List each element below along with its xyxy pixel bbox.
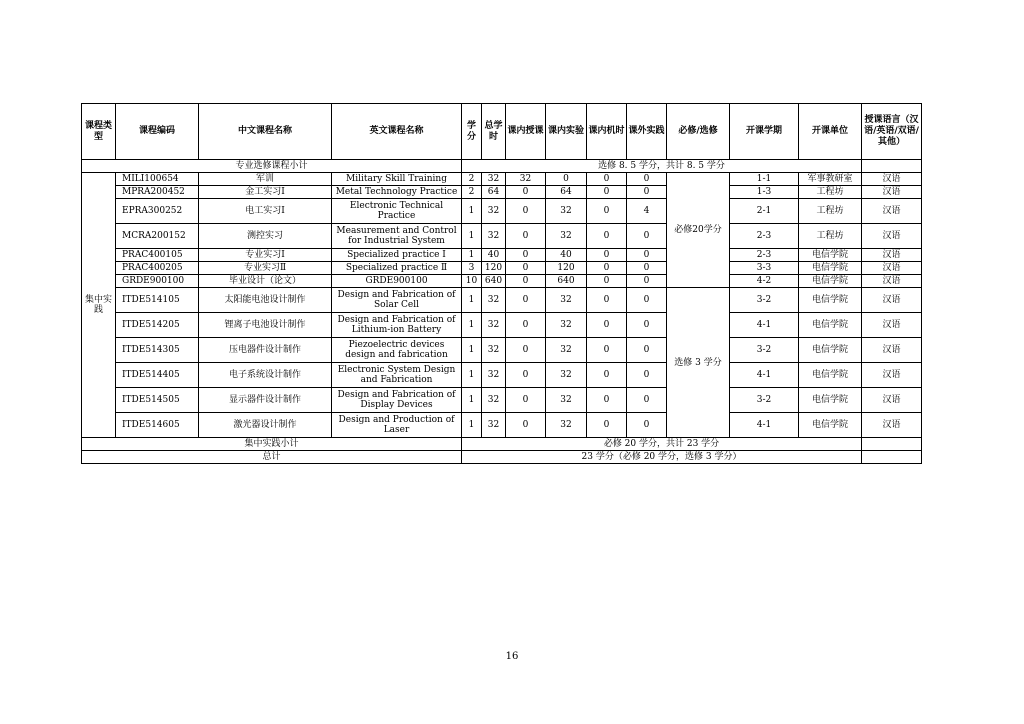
course-machine: 0 bbox=[587, 249, 627, 262]
course-term: 4-2 bbox=[730, 275, 799, 288]
course-code: MPRA200452 bbox=[116, 186, 199, 199]
course-lab: 32 bbox=[546, 288, 587, 313]
empty-cell bbox=[862, 451, 922, 464]
course-machine: 0 bbox=[587, 186, 627, 199]
course-hours: 32 bbox=[482, 173, 506, 186]
course-en-name: Specialized practice Ⅰ bbox=[332, 249, 462, 262]
header-credit: 学分 bbox=[462, 104, 482, 160]
course-unit: 电信学院 bbox=[799, 262, 862, 275]
practice-subtotal-row-label: 集中实践小计 bbox=[82, 438, 462, 451]
grand-total-row-label: 总计 bbox=[82, 451, 462, 464]
course-lecture: 0 bbox=[506, 313, 546, 338]
course-credit: 1 bbox=[462, 199, 482, 224]
course-lab: 40 bbox=[546, 249, 587, 262]
course-code: ITDE514305 bbox=[116, 338, 199, 363]
course-lecture: 0 bbox=[506, 275, 546, 288]
course-lecture: 0 bbox=[506, 413, 546, 438]
course-unit: 军事教研室 bbox=[799, 173, 862, 186]
course-en-name: Measurement and Control for Industrial System bbox=[332, 224, 462, 249]
course-en-name: Design and Fabrication of Solar Cell bbox=[332, 288, 462, 313]
group-type-cell: 集中实践 bbox=[82, 173, 116, 438]
course-unit: 工程坊 bbox=[799, 186, 862, 199]
course-credit: 1 bbox=[462, 363, 482, 388]
course-unit: 电信学院 bbox=[799, 413, 862, 438]
course-lecture: 0 bbox=[506, 363, 546, 388]
course-code: ITDE514405 bbox=[116, 363, 199, 388]
course-term: 2-1 bbox=[730, 199, 799, 224]
practice-subtotal-row bbox=[82, 438, 922, 451]
course-cn-name: 显示器件设计制作 bbox=[199, 388, 332, 413]
course-term: 4-1 bbox=[730, 413, 799, 438]
course-machine: 0 bbox=[587, 363, 627, 388]
grand-total-row bbox=[82, 451, 922, 464]
course-lang: 汉语 bbox=[862, 199, 922, 224]
table-row bbox=[82, 199, 922, 224]
course-lang: 汉语 bbox=[862, 262, 922, 275]
course-en-name: Electronic Technical Practice bbox=[332, 199, 462, 224]
header-cn-name: 中文课程名称 bbox=[199, 104, 332, 160]
course-cn-name: 激光器设计制作 bbox=[199, 413, 332, 438]
course-lab: 32 bbox=[546, 224, 587, 249]
course-en-name: Electronic System Design and Fabrication bbox=[332, 363, 462, 388]
course-cn-name: 毕业设计（论文） bbox=[199, 275, 332, 288]
course-lang: 汉语 bbox=[862, 275, 922, 288]
grand-total-row-value: 23 学分（必修 20 学分，选修 3 学分） bbox=[462, 451, 862, 464]
course-machine: 0 bbox=[587, 413, 627, 438]
course-en-name: Military Skill Training bbox=[332, 173, 462, 186]
course-machine: 0 bbox=[587, 262, 627, 275]
course-code: GRDE900100 bbox=[116, 275, 199, 288]
table-row bbox=[82, 288, 922, 313]
course-machine: 0 bbox=[587, 224, 627, 249]
course-lab: 32 bbox=[546, 338, 587, 363]
course-code: PRAC400205 bbox=[116, 262, 199, 275]
course-extra: 0 bbox=[627, 275, 667, 288]
table-row bbox=[82, 275, 922, 288]
course-lab: 0 bbox=[546, 173, 587, 186]
course-machine: 0 bbox=[587, 338, 627, 363]
course-lang: 汉语 bbox=[862, 313, 922, 338]
course-term: 3-3 bbox=[730, 262, 799, 275]
course-hours: 32 bbox=[482, 224, 506, 249]
course-code: ITDE514105 bbox=[116, 288, 199, 313]
course-credit: 1 bbox=[462, 388, 482, 413]
course-cn-name: 压电器件设计制作 bbox=[199, 338, 332, 363]
course-en-name: Design and Production of Laser bbox=[332, 413, 462, 438]
course-en-name: Metal Technology Practice bbox=[332, 186, 462, 199]
course-hours: 32 bbox=[482, 338, 506, 363]
header-lecture: 课内授课 bbox=[506, 104, 546, 160]
header-machine: 课内机时 bbox=[587, 104, 627, 160]
header-hours: 总学时 bbox=[482, 104, 506, 160]
table-row bbox=[82, 224, 922, 249]
course-extra: 0 bbox=[627, 388, 667, 413]
course-term: 3-2 bbox=[730, 288, 799, 313]
course-unit: 电信学院 bbox=[799, 338, 862, 363]
elective-subtotal-label: 专业选修课程小计 bbox=[82, 160, 462, 173]
course-lab: 120 bbox=[546, 262, 587, 275]
course-hours: 640 bbox=[482, 275, 506, 288]
course-term: 2-3 bbox=[730, 224, 799, 249]
course-lecture: 0 bbox=[506, 288, 546, 313]
course-extra: 0 bbox=[627, 262, 667, 275]
course-term: 3-2 bbox=[730, 388, 799, 413]
course-lang: 汉语 bbox=[862, 288, 922, 313]
course-code: ITDE514205 bbox=[116, 313, 199, 338]
course-unit: 电信学院 bbox=[799, 388, 862, 413]
course-cn-name: 锂离子电池设计制作 bbox=[199, 313, 332, 338]
course-machine: 0 bbox=[587, 388, 627, 413]
course-credit: 1 bbox=[462, 288, 482, 313]
course-code: EPRA300252 bbox=[116, 199, 199, 224]
course-credit: 2 bbox=[462, 186, 482, 199]
header-req: 必修/选修 bbox=[667, 104, 730, 160]
course-unit: 电信学院 bbox=[799, 275, 862, 288]
course-lecture: 0 bbox=[506, 262, 546, 275]
table-row bbox=[82, 313, 922, 338]
course-lang: 汉语 bbox=[862, 388, 922, 413]
course-cn-name: 专业实习Ⅱ bbox=[199, 262, 332, 275]
course-machine: 0 bbox=[587, 288, 627, 313]
header-en-name: 英文课程名称 bbox=[332, 104, 462, 160]
course-lang: 汉语 bbox=[862, 249, 922, 262]
course-unit: 电信学院 bbox=[799, 313, 862, 338]
course-lecture: 0 bbox=[506, 199, 546, 224]
curriculum-table bbox=[81, 103, 922, 464]
table-row bbox=[82, 363, 922, 388]
course-cn-name: 金工实习Ⅰ bbox=[199, 186, 332, 199]
elective-subtotal-row bbox=[82, 160, 922, 173]
course-lecture: 0 bbox=[506, 338, 546, 363]
course-lang: 汉语 bbox=[862, 173, 922, 186]
empty-cell bbox=[862, 160, 922, 173]
course-en-name: Specialized practice Ⅱ bbox=[332, 262, 462, 275]
course-machine: 0 bbox=[587, 199, 627, 224]
course-lab: 32 bbox=[546, 363, 587, 388]
course-machine: 0 bbox=[587, 173, 627, 186]
course-hours: 40 bbox=[482, 249, 506, 262]
course-lab: 640 bbox=[546, 275, 587, 288]
course-extra: 0 bbox=[627, 224, 667, 249]
course-cn-name: 军训 bbox=[199, 173, 332, 186]
course-term: 1-3 bbox=[730, 186, 799, 199]
course-hours: 32 bbox=[482, 363, 506, 388]
course-code: MCRA200152 bbox=[116, 224, 199, 249]
course-term: 1-1 bbox=[730, 173, 799, 186]
course-credit: 1 bbox=[462, 338, 482, 363]
course-lecture: 0 bbox=[506, 388, 546, 413]
course-hours: 64 bbox=[482, 186, 506, 199]
course-code: ITDE514605 bbox=[116, 413, 199, 438]
course-term: 3-2 bbox=[730, 338, 799, 363]
course-machine: 0 bbox=[587, 313, 627, 338]
table-row bbox=[82, 338, 922, 363]
course-unit: 电信学院 bbox=[799, 363, 862, 388]
course-credit: 10 bbox=[462, 275, 482, 288]
course-extra: 0 bbox=[627, 173, 667, 186]
header-unit: 开课单位 bbox=[799, 104, 862, 160]
course-en-name: Design and Fabrication of Lithium-ion Battery bbox=[332, 313, 462, 338]
header-code: 课程编码 bbox=[116, 104, 199, 160]
req-required-cell: 必修20学分 bbox=[667, 173, 730, 288]
course-code: ITDE514505 bbox=[116, 388, 199, 413]
course-credit: 1 bbox=[462, 224, 482, 249]
course-hours: 120 bbox=[482, 262, 506, 275]
course-hours: 32 bbox=[482, 288, 506, 313]
course-unit: 电信学院 bbox=[799, 288, 862, 313]
course-extra: 4 bbox=[627, 199, 667, 224]
course-hours: 32 bbox=[482, 199, 506, 224]
req-elective-cell: 选修 3 学分 bbox=[667, 288, 730, 438]
course-unit: 工程坊 bbox=[799, 199, 862, 224]
course-extra: 0 bbox=[627, 413, 667, 438]
header-term: 开课学期 bbox=[730, 104, 799, 160]
course-lab: 32 bbox=[546, 413, 587, 438]
empty-cell bbox=[862, 438, 922, 451]
course-unit: 电信学院 bbox=[799, 249, 862, 262]
course-lang: 汉语 bbox=[862, 363, 922, 388]
course-lang: 汉语 bbox=[862, 224, 922, 249]
header-row bbox=[82, 104, 922, 160]
course-lab: 64 bbox=[546, 186, 587, 199]
course-hours: 32 bbox=[482, 413, 506, 438]
course-code: PRAC400105 bbox=[116, 249, 199, 262]
course-credit: 1 bbox=[462, 313, 482, 338]
course-lang: 汉语 bbox=[862, 186, 922, 199]
course-extra: 0 bbox=[627, 313, 667, 338]
elective-subtotal-value: 选修 8. 5 学分，共计 8. 5 学分 bbox=[462, 160, 862, 173]
course-machine: 0 bbox=[587, 275, 627, 288]
course-term: 2-3 bbox=[730, 249, 799, 262]
course-extra: 0 bbox=[627, 186, 667, 199]
course-lab: 32 bbox=[546, 199, 587, 224]
course-code: MILI100654 bbox=[116, 173, 199, 186]
course-lecture: 0 bbox=[506, 224, 546, 249]
course-term: 4-1 bbox=[730, 313, 799, 338]
course-unit: 工程坊 bbox=[799, 224, 862, 249]
table-row bbox=[82, 173, 922, 186]
table-row bbox=[82, 388, 922, 413]
table-row bbox=[82, 249, 922, 262]
course-en-name: Design and Fabrication of Display Devices bbox=[332, 388, 462, 413]
course-credit: 2 bbox=[462, 173, 482, 186]
course-extra: 0 bbox=[627, 338, 667, 363]
course-hours: 32 bbox=[482, 313, 506, 338]
course-term: 4-1 bbox=[730, 363, 799, 388]
header-extra: 课外实践 bbox=[627, 104, 667, 160]
course-cn-name: 电子系统设计制作 bbox=[199, 363, 332, 388]
course-lecture: 0 bbox=[506, 186, 546, 199]
course-extra: 0 bbox=[627, 249, 667, 262]
course-lab: 32 bbox=[546, 313, 587, 338]
course-cn-name: 专业实习Ⅰ bbox=[199, 249, 332, 262]
course-lang: 汉语 bbox=[862, 338, 922, 363]
course-lab: 32 bbox=[546, 388, 587, 413]
practice-subtotal-row-value: 必修 20 学分，共计 23 学分 bbox=[462, 438, 862, 451]
course-cn-name: 电工实习Ⅰ bbox=[199, 199, 332, 224]
course-cn-name: 太阳能电池设计制作 bbox=[199, 288, 332, 313]
course-extra: 0 bbox=[627, 288, 667, 313]
course-lecture: 32 bbox=[506, 173, 546, 186]
page-number: 16 bbox=[505, 651, 519, 662]
course-en-name: GRDE900100 bbox=[332, 275, 462, 288]
header-lang: 授课语言（汉语/英语/双语/其他） bbox=[862, 104, 922, 160]
header-lab: 课内实验 bbox=[546, 104, 587, 160]
course-extra: 0 bbox=[627, 363, 667, 388]
course-credit: 1 bbox=[462, 413, 482, 438]
header-type: 课程类型 bbox=[82, 104, 116, 160]
course-credit: 3 bbox=[462, 262, 482, 275]
course-en-name: Piezoelectric devices design and fabrication bbox=[332, 338, 462, 363]
table-row bbox=[82, 262, 922, 275]
table-row bbox=[82, 186, 922, 199]
course-lang: 汉语 bbox=[862, 413, 922, 438]
course-lecture: 0 bbox=[506, 249, 546, 262]
table-row bbox=[82, 413, 922, 438]
course-hours: 32 bbox=[482, 388, 506, 413]
course-credit: 1 bbox=[462, 249, 482, 262]
course-cn-name: 测控实习 bbox=[199, 224, 332, 249]
